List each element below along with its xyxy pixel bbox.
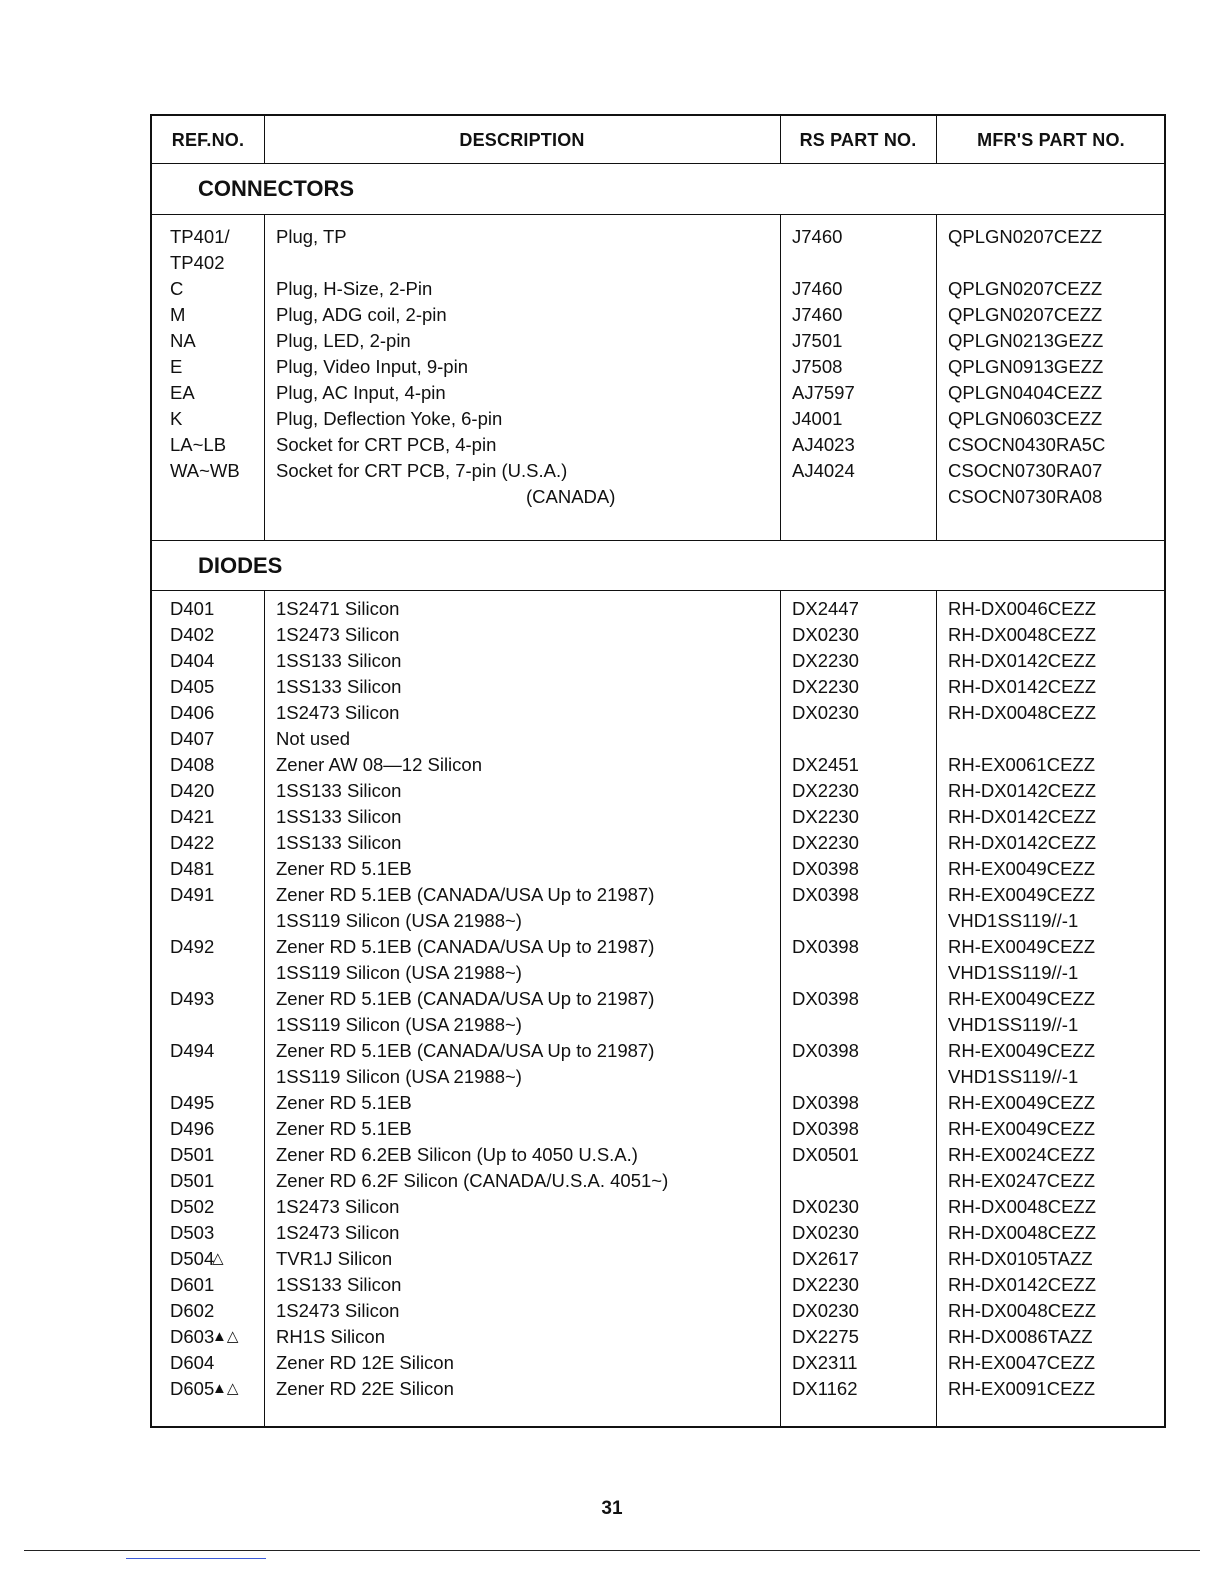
description-cell: 1SS133 Silicon xyxy=(276,650,402,671)
ref-no-cell: TP401/ xyxy=(170,226,230,247)
mfr-part-cell: CSOCN0430RA5C xyxy=(948,434,1106,455)
table-row xyxy=(152,302,1164,328)
rs-part-cell: DX2447 xyxy=(792,598,859,619)
description-cell: 1SS119 Silicon (USA 21988~) xyxy=(276,962,522,983)
mfr-part-cell: QPLGN0207CEZZ xyxy=(948,304,1103,325)
ref-no-cell: TP402 xyxy=(170,252,225,273)
table-row xyxy=(152,1298,1164,1324)
description-cell: Zener RD 5.1EB xyxy=(276,858,412,879)
table-row xyxy=(152,276,1164,302)
mfr-part-cell: RH-DX0048CEZZ xyxy=(948,1196,1097,1217)
ref-no-cell: D605 xyxy=(170,1378,215,1399)
rs-part-cell: DX2617 xyxy=(792,1248,859,1269)
rs-part-cell: DX2230 xyxy=(792,780,859,801)
ref-no-cell: NA xyxy=(170,330,196,351)
description-cell: Zener RD 12E Silicon xyxy=(276,1352,454,1373)
mfr-part-cell: RH-EX0024CEZZ xyxy=(948,1144,1096,1165)
description-cell: 1SS119 Silicon (USA 21988~) xyxy=(276,1066,522,1087)
table-row xyxy=(152,250,1164,276)
description-cell: Zener RD 5.1EB (CANADA/USA Up to 21987) xyxy=(276,884,655,905)
description-cell: 1S2473 Silicon xyxy=(276,1300,400,1321)
ref-no-cell: D406 xyxy=(170,702,215,723)
ref-no-cell: E xyxy=(170,356,183,377)
description-cell: 1S2473 Silicon xyxy=(276,702,400,723)
table-row xyxy=(152,406,1164,432)
mfr-part-cell: RH-DX0142CEZZ xyxy=(948,806,1097,827)
table-row xyxy=(152,908,1164,934)
ref-no-cell: D495 xyxy=(170,1092,215,1113)
mfr-part-cell: CSOCN0730RA07 xyxy=(948,460,1103,481)
mfr-part-cell: RH-DX0142CEZZ xyxy=(948,832,1097,853)
description-cell: 1SS133 Silicon xyxy=(276,676,402,697)
table-row xyxy=(152,804,1164,830)
footer-rule xyxy=(24,1550,1200,1551)
table-row xyxy=(152,778,1164,804)
rs-part-cell: AJ4023 xyxy=(792,434,855,455)
header-description: DESCRIPTION xyxy=(459,130,585,150)
ref-no-cell: D604 xyxy=(170,1352,215,1373)
table-row xyxy=(152,726,1164,752)
ref-no-cell: D602 xyxy=(170,1300,215,1321)
table-row xyxy=(152,1012,1164,1038)
mfr-part-cell: RH-DX0105TAZZ xyxy=(948,1248,1093,1269)
mfr-part-cell: RH-EX0049CEZZ xyxy=(948,936,1096,957)
description-cell: Plug, AC Input, 4-pin xyxy=(276,382,446,403)
table-row xyxy=(152,1038,1164,1064)
ref-no-cell: D504 xyxy=(170,1248,215,1269)
table-row xyxy=(152,700,1164,726)
rs-part-cell: DX0230 xyxy=(792,624,859,645)
rs-part-cell: DX0230 xyxy=(792,1222,859,1243)
description-cell: 1S2471 Silicon xyxy=(276,598,400,619)
mfr-part-cell: RH-DX0048CEZZ xyxy=(948,624,1097,645)
safety-mark-icon: △ xyxy=(212,1250,224,1267)
table-row xyxy=(152,1090,1164,1116)
ref-no-cell: D501 xyxy=(170,1144,215,1165)
mfr-part-cell: RH-DX0048CEZZ xyxy=(948,1300,1097,1321)
mfr-part-cell: QPLGN0603CEZZ xyxy=(948,408,1103,429)
mfr-part-cell: RH-EX0047CEZZ xyxy=(948,1352,1096,1373)
ref-no-cell: D407 xyxy=(170,728,215,749)
description-cell: 1S2473 Silicon xyxy=(276,1222,400,1243)
rs-part-cell: DX0230 xyxy=(792,702,859,723)
ref-no-cell: D501 xyxy=(170,1170,215,1191)
mfr-part-cell: RH-EX0061CEZZ xyxy=(948,754,1096,775)
diodes-rows xyxy=(152,596,1164,1402)
table-row xyxy=(152,1194,1164,1220)
mfr-part-cell: RH-DX0046CEZZ xyxy=(948,598,1097,619)
ref-no-cell: D421 xyxy=(170,806,215,827)
mfr-part-cell: RH-DX0048CEZZ xyxy=(948,702,1097,723)
table-row xyxy=(152,1142,1164,1168)
ref-no-cell: D503 xyxy=(170,1222,215,1243)
description-cell: Zener RD 5.1EB xyxy=(276,1118,412,1139)
description-cell: 1SS119 Silicon (USA 21988~) xyxy=(276,1014,522,1035)
description-cell: 1SS119 Silicon (USA 21988~) xyxy=(276,910,522,931)
description-cell: Zener RD 6.2F Silicon (CANADA/U.S.A. 4051~) xyxy=(276,1170,669,1191)
description-cell: Plug, H-Size, 2-Pin xyxy=(276,278,433,299)
ref-no-cell: D502 xyxy=(170,1196,215,1217)
rs-part-cell: DX2275 xyxy=(792,1326,859,1347)
header-mfr-part-no: MFR'S PART NO. xyxy=(977,130,1125,150)
table-row xyxy=(152,1376,1164,1402)
ref-no-cell: C xyxy=(170,278,184,299)
rs-part-cell: J7460 xyxy=(792,304,843,325)
table-row xyxy=(152,934,1164,960)
rs-part-cell: DX0398 xyxy=(792,1118,859,1139)
description-cell: Zener RD 6.2EB Silicon (Up to 4050 U.S.A.) xyxy=(276,1144,638,1165)
mfr-part-cell: RH-DX0048CEZZ xyxy=(948,1222,1097,1243)
rs-part-cell: J7460 xyxy=(792,278,843,299)
mfr-part-cell: RH-EX0247CEZZ xyxy=(948,1170,1096,1191)
mfr-part-cell: QPLGN0404CEZZ xyxy=(948,382,1103,403)
table-row xyxy=(152,986,1164,1012)
table-row xyxy=(152,830,1164,856)
mfr-part-cell: RH-EX0049CEZZ xyxy=(948,858,1096,879)
ref-no-cell: D405 xyxy=(170,676,215,697)
mfr-part-cell: RH-EX0049CEZZ xyxy=(948,1092,1096,1113)
ref-no-cell: D481 xyxy=(170,858,215,879)
description-cell: Zener RD 5.1EB (CANADA/USA Up to 21987) xyxy=(276,988,655,1009)
rs-part-cell: DX1162 xyxy=(792,1378,858,1399)
header-rs-part-no: RS PART NO. xyxy=(799,130,917,150)
mfr-part-cell: CSOCN0730RA08 xyxy=(948,486,1103,507)
rs-part-cell: DX0398 xyxy=(792,1040,859,1061)
rs-part-cell: DX2230 xyxy=(792,1274,859,1295)
table-row xyxy=(152,380,1164,406)
mfr-part-cell: RH-EX0091CEZZ xyxy=(948,1378,1096,1399)
table-row xyxy=(152,458,1164,484)
description-cell: Plug, ADG coil, 2-pin xyxy=(276,304,447,325)
table-row xyxy=(152,484,1164,510)
description-cell: RH1S Silicon xyxy=(276,1326,385,1347)
description-cell: Zener RD 5.1EB (CANADA/USA Up to 21987) xyxy=(276,1040,655,1061)
rs-part-cell: DX0501 xyxy=(792,1144,859,1165)
mfr-part-cell: QPLGN0207CEZZ xyxy=(948,278,1103,299)
table-row xyxy=(152,960,1164,986)
table-row xyxy=(152,596,1164,622)
mfr-part-cell: RH-DX0142CEZZ xyxy=(948,650,1097,671)
ref-no-cell: D491 xyxy=(170,884,215,905)
ref-no-cell: M xyxy=(170,304,186,325)
rs-part-cell: J4001 xyxy=(792,408,843,429)
mfr-part-cell: QPLGN0913GEZZ xyxy=(948,356,1104,377)
table-row xyxy=(152,1116,1164,1142)
rs-part-cell: DX2451 xyxy=(792,754,859,775)
table-row xyxy=(152,354,1164,380)
rs-part-cell: DX2311 xyxy=(792,1352,858,1373)
mfr-part-cell: RH-DX0086TAZZ xyxy=(948,1326,1093,1347)
ref-no-cell: D404 xyxy=(170,650,215,671)
mfr-part-cell: RH-EX0049CEZZ xyxy=(948,1118,1096,1139)
table-row xyxy=(152,1246,1164,1272)
ref-no-cell: D408 xyxy=(170,754,215,775)
mfr-part-cell: RH-EX0049CEZZ xyxy=(948,988,1096,1009)
mfr-part-cell: VHD1SS119//-1 xyxy=(948,1014,1079,1035)
description-cell: Plug, Deflection Yoke, 6-pin xyxy=(276,408,503,429)
description-cell: Not used xyxy=(276,728,351,749)
ref-no-cell: K xyxy=(170,408,183,429)
table-row xyxy=(152,674,1164,700)
table-row xyxy=(152,752,1164,778)
rs-part-cell: DX2230 xyxy=(792,676,859,697)
description-cell: 1SS133 Silicon xyxy=(276,806,402,827)
table-row xyxy=(152,1324,1164,1350)
safety-mark-icon: ▲△ xyxy=(212,1328,239,1345)
connectors-rows xyxy=(152,224,1164,510)
rs-part-cell: DX0398 xyxy=(792,858,859,879)
mfr-part-cell: QPLGN0207CEZZ xyxy=(948,226,1103,247)
rs-part-cell: DX0398 xyxy=(792,936,859,957)
description-cell: Plug, TP xyxy=(276,226,347,247)
rs-part-cell: DX0398 xyxy=(792,1092,859,1113)
ref-no-cell: D420 xyxy=(170,780,215,801)
mfr-part-cell: RH-DX0142CEZZ xyxy=(948,780,1097,801)
rs-part-cell: AJ7597 xyxy=(792,382,855,403)
description-cell: Plug, Video Input, 9-pin xyxy=(276,356,468,377)
ref-no-cell: LA~LB xyxy=(170,434,227,455)
ref-no-cell: D601 xyxy=(170,1274,215,1295)
table-row xyxy=(152,882,1164,908)
ref-no-cell: D492 xyxy=(170,936,215,957)
rs-part-cell: DX2230 xyxy=(792,832,859,853)
table-row xyxy=(152,1064,1164,1090)
description-cell: (CANADA) xyxy=(526,486,616,507)
rs-part-cell: DX0398 xyxy=(792,884,859,905)
description-cell: Zener AW 08—12 Silicon xyxy=(276,754,482,775)
table-row xyxy=(152,1350,1164,1376)
description-cell: 1SS133 Silicon xyxy=(276,832,402,853)
section-rule xyxy=(152,590,1164,591)
rs-part-cell: DX2230 xyxy=(792,806,859,827)
mfr-part-cell: RH-EX0049CEZZ xyxy=(948,884,1096,905)
parts-list-table xyxy=(150,114,1166,1428)
section-title-connectors: CONNECTORS xyxy=(152,164,1164,214)
description-cell: Zener RD 5.1EB xyxy=(276,1092,412,1113)
description-cell: TVR1J Silicon xyxy=(276,1248,393,1269)
rs-part-cell: DX0398 xyxy=(792,988,859,1009)
ref-no-cell: D422 xyxy=(170,832,215,853)
ref-no-cell: D496 xyxy=(170,1118,215,1139)
ref-no-cell: EA xyxy=(170,382,195,403)
ref-no-cell: D401 xyxy=(170,598,215,619)
rs-part-cell: DX0230 xyxy=(792,1196,859,1217)
table-row xyxy=(152,622,1164,648)
table-row xyxy=(152,224,1164,250)
description-cell: Plug, LED, 2-pin xyxy=(276,330,411,351)
table-row xyxy=(152,328,1164,354)
mfr-part-cell: VHD1SS119//-1 xyxy=(948,910,1079,931)
rs-part-cell: J7501 xyxy=(792,330,843,351)
page-number: 31 xyxy=(601,1498,623,1519)
mfr-part-cell: QPLGN0213GEZZ xyxy=(948,330,1104,351)
ref-no-cell: D402 xyxy=(170,624,215,645)
ref-no-cell: D494 xyxy=(170,1040,215,1061)
description-cell: Socket for CRT PCB, 4-pin xyxy=(276,434,497,455)
rs-part-cell: J7508 xyxy=(792,356,843,377)
description-cell: 1SS133 Silicon xyxy=(276,780,402,801)
rs-part-cell: J7460 xyxy=(792,226,843,247)
mfr-part-cell: RH-DX0142CEZZ xyxy=(948,1274,1097,1295)
table-row xyxy=(152,1272,1164,1298)
footer-link-rule xyxy=(126,1558,266,1559)
table-row xyxy=(152,432,1164,458)
description-cell: 1S2473 Silicon xyxy=(276,624,400,645)
rs-part-cell: DX0230 xyxy=(792,1300,859,1321)
table-row xyxy=(152,856,1164,882)
mfr-part-cell: RH-DX0142CEZZ xyxy=(948,676,1097,697)
rs-part-cell: DX2230 xyxy=(792,650,859,671)
safety-mark-icon: ▲△ xyxy=(212,1380,239,1397)
section-rule xyxy=(152,214,1164,215)
mfr-part-cell: RH-EX0049CEZZ xyxy=(948,1040,1096,1061)
header-ref-no: REF.NO. xyxy=(171,130,245,150)
table-row xyxy=(152,1220,1164,1246)
ref-no-cell: WA~WB xyxy=(170,460,240,481)
description-cell: Zener RD 22E Silicon xyxy=(276,1378,454,1399)
ref-no-cell: D493 xyxy=(170,988,215,1009)
table-row xyxy=(152,648,1164,674)
description-cell: Zener RD 5.1EB (CANADA/USA Up to 21987) xyxy=(276,936,655,957)
ref-no-cell: D603 xyxy=(170,1326,215,1347)
table-row xyxy=(152,1168,1164,1194)
mfr-part-cell: VHD1SS119//-1 xyxy=(948,1066,1079,1087)
mfr-part-cell: VHD1SS119//-1 xyxy=(948,962,1079,983)
section-title-diodes: DIODES xyxy=(152,541,1164,591)
description-cell: 1S2473 Silicon xyxy=(276,1196,400,1217)
rs-part-cell: AJ4024 xyxy=(792,460,855,481)
description-cell: Socket for CRT PCB, 7-pin (U.S.A.) xyxy=(276,460,568,481)
description-cell: 1SS133 Silicon xyxy=(276,1274,402,1295)
